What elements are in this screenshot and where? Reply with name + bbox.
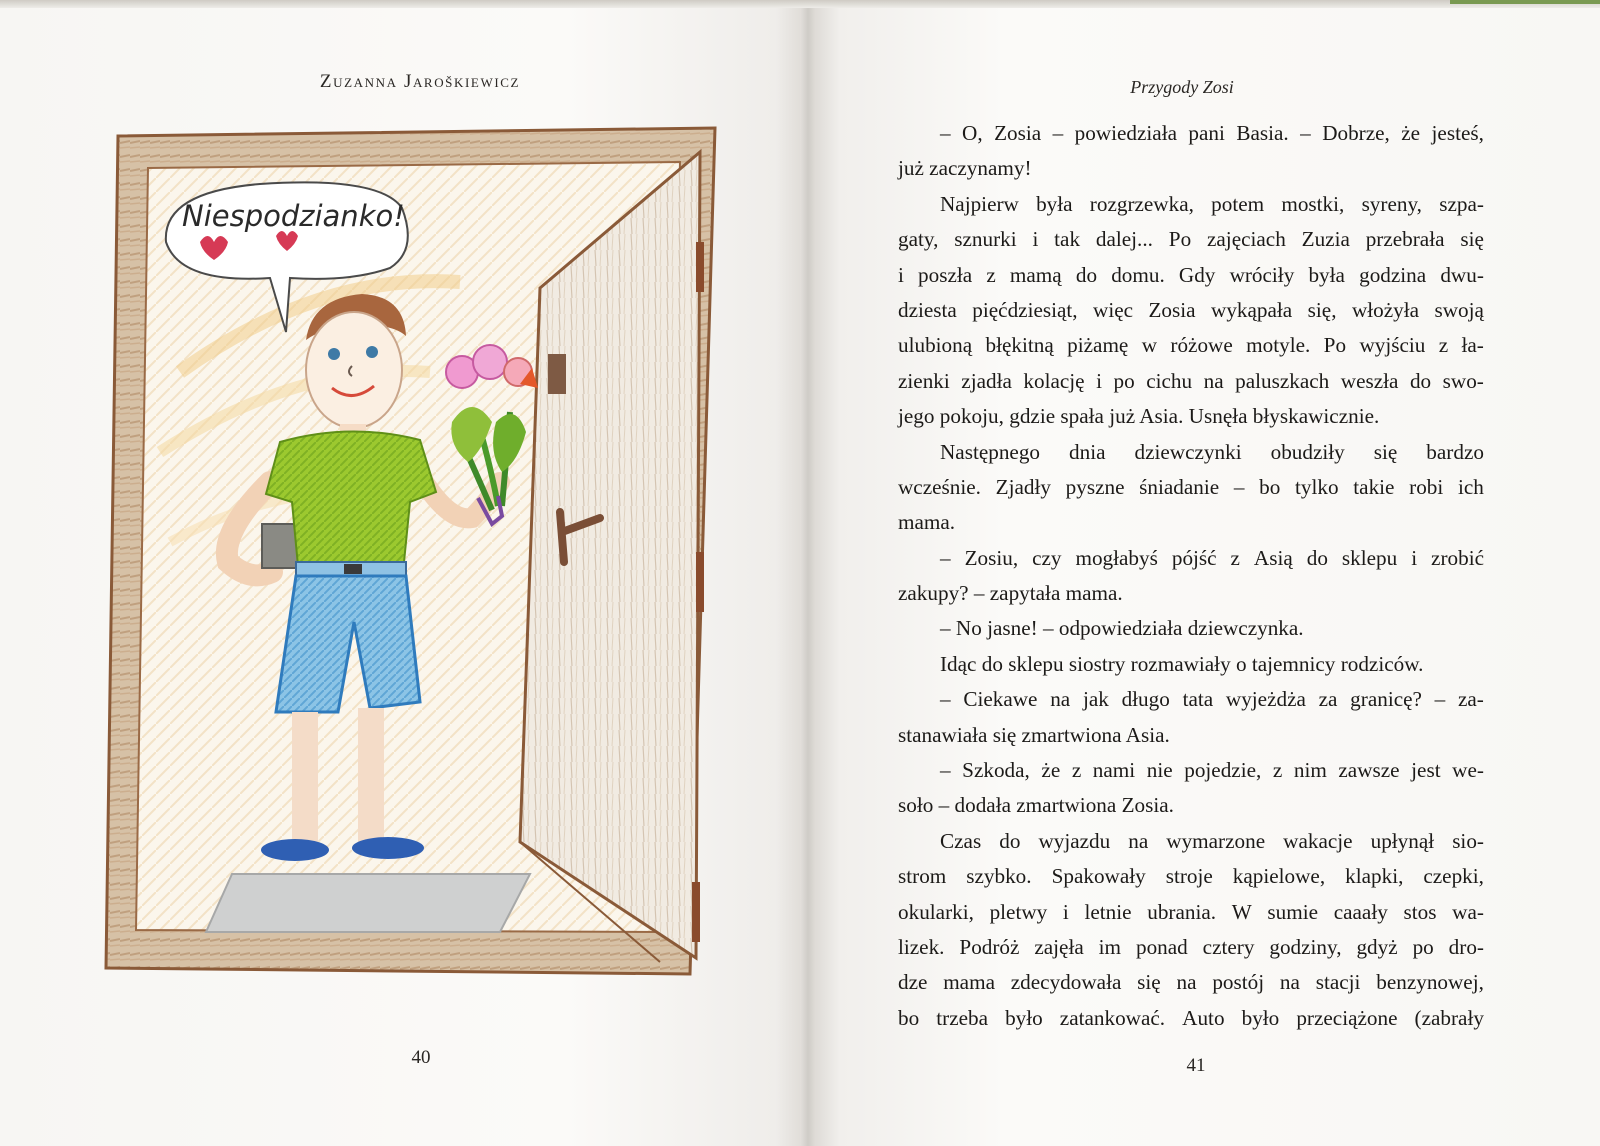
word: robi (1409, 474, 1444, 499)
word: dwu- (1440, 262, 1484, 287)
word: – (940, 758, 951, 783)
word: z (986, 262, 996, 287)
text-line (898, 222, 1484, 257)
word: gaty, (898, 227, 939, 252)
text-line: mama. (898, 510, 956, 535)
word: i (1411, 545, 1418, 570)
cover-edge (1450, 0, 1600, 4)
word: pletwy (989, 899, 1048, 924)
text-line (898, 328, 1484, 363)
word: Ciekawe (963, 687, 1038, 712)
text-line: już zaczynamy! (898, 156, 1032, 181)
word: caaały (1333, 899, 1388, 924)
word: do (1306, 545, 1328, 570)
word: sznurki (954, 227, 1017, 252)
word: Gdy (1178, 262, 1216, 287)
text-line: – No jasne! – odpowiedziała dziewczynka. (940, 616, 1304, 641)
word: szybko. (966, 864, 1032, 889)
word: się (1373, 439, 1398, 464)
word: sio- (1452, 828, 1484, 853)
word: zatankować. (1059, 1005, 1166, 1030)
word: poszła (918, 262, 973, 287)
word: bardzo (1426, 439, 1484, 464)
word: trzeba (936, 1005, 988, 1030)
word: ubrania. (1147, 899, 1217, 924)
word: potem (1211, 191, 1265, 216)
word: przebrała (1365, 227, 1445, 252)
word: wa- (1452, 899, 1484, 924)
text-line (898, 258, 1484, 293)
word: stos (1403, 899, 1437, 924)
word: granicę? (1350, 687, 1422, 712)
word: z (1071, 758, 1082, 783)
word: się, (1307, 297, 1337, 322)
word: różowe (1170, 333, 1233, 358)
word: tata (1182, 687, 1214, 712)
word: więc (1093, 297, 1134, 322)
word: błękitną (985, 333, 1054, 358)
word: ła- (1461, 333, 1484, 358)
word: Następnego (940, 439, 1041, 464)
text-line (898, 965, 1484, 1000)
word: W (1231, 899, 1252, 924)
word: dziesta (898, 297, 957, 322)
word: wykąpała (1211, 297, 1293, 322)
word: powiedziała (1074, 121, 1177, 145)
text-line (898, 753, 1484, 788)
word: (zabrały (1414, 1005, 1484, 1030)
word: na (1050, 687, 1071, 712)
word: sumie (1267, 899, 1319, 924)
word: bo (1259, 474, 1281, 499)
running-head-title: Przygody Zosi (1130, 77, 1234, 97)
word: zajęciach (1207, 227, 1286, 252)
crayon-illustration (100, 122, 740, 1007)
word: mogłabyś (1075, 545, 1158, 570)
word: Zosia (1148, 297, 1196, 322)
word: Po (1323, 333, 1347, 358)
page-number: 40 (411, 1047, 431, 1068)
word: strom (898, 864, 947, 889)
word: wakacje (1283, 828, 1353, 853)
word: obudziły (1270, 439, 1345, 464)
word: Zjadły (995, 474, 1051, 499)
word: motyle. (1246, 333, 1311, 358)
word: Basia. (1236, 121, 1289, 145)
word: pyszne (1065, 474, 1125, 499)
word: i (1096, 368, 1102, 393)
word: Asią (1253, 545, 1293, 570)
word: mamą (1009, 262, 1062, 287)
word: zjadła (961, 368, 1012, 393)
word: zdecydowała (1010, 970, 1122, 995)
word: kolację (1023, 368, 1085, 393)
word: tylko (1295, 474, 1339, 499)
word: bo (898, 1005, 920, 1030)
word: śniadanie (1139, 474, 1220, 499)
word: pojedzie, (1184, 758, 1262, 783)
word: po (1412, 934, 1434, 959)
word: że (1041, 758, 1061, 783)
word: na (1203, 368, 1224, 393)
speech-bubble-text: Niespodzianko! (182, 199, 405, 233)
page-number: 41 (1186, 1055, 1206, 1076)
word: jest (1411, 758, 1441, 783)
word: – (940, 545, 951, 570)
word: do (999, 828, 1021, 853)
word: stroje (1165, 864, 1213, 889)
word: gdyż (1356, 934, 1398, 959)
word: jesteś, (1431, 121, 1484, 145)
text-line: Idąc do sklepu siostry rozmawiały o tajemnicy rodziców. (940, 651, 1424, 676)
word: dze (898, 970, 928, 995)
word: czepki, (1423, 864, 1484, 889)
word: jak (1082, 687, 1109, 712)
word: szpa- (1439, 191, 1484, 216)
word: po (1113, 368, 1135, 393)
word: wyjazdu (1038, 828, 1111, 853)
word: było (1005, 1005, 1043, 1030)
word: domu. (1111, 262, 1165, 287)
word: z (1438, 333, 1449, 358)
word: że (1401, 121, 1421, 145)
word: dnia (1069, 439, 1106, 464)
word: do (1409, 368, 1432, 393)
word: Spakowały (1051, 864, 1146, 889)
word: weszła (1340, 368, 1399, 393)
text-line (898, 435, 1484, 470)
word: swo- (1442, 368, 1484, 393)
word: nim (1293, 758, 1327, 783)
word: wyjeżdża (1225, 687, 1306, 712)
text-line (898, 824, 1484, 859)
word: czy (1032, 545, 1062, 570)
text-line (898, 859, 1484, 894)
word: sklepu (1341, 545, 1398, 570)
word: dro- (1448, 934, 1484, 959)
word: upłynął (1370, 828, 1435, 853)
word: na (1128, 828, 1149, 853)
word: pani (1188, 121, 1225, 145)
word: – (1052, 121, 1064, 145)
word: wymarzone (1166, 828, 1266, 853)
word: do (1075, 262, 1098, 287)
word: O, (962, 121, 983, 145)
word: zienki (898, 368, 950, 393)
running-head-author: Zuzanna Jaroškiewicz (319, 71, 521, 92)
word: mama (943, 970, 995, 995)
word: Szkoda, (962, 758, 1030, 783)
word: pójść (1171, 545, 1217, 570)
word: dalej... (1095, 227, 1153, 252)
word: Zosia (994, 121, 1042, 145)
word: i (898, 262, 904, 287)
word: się (1460, 227, 1484, 252)
word: – (1300, 121, 1311, 145)
word: Zuzia (1301, 227, 1350, 252)
word: długo (1121, 687, 1170, 712)
text-line (898, 1001, 1484, 1036)
word: benzynowej, (1376, 970, 1484, 995)
word: swoją (1434, 297, 1484, 322)
text-line (898, 682, 1484, 717)
word: okularki, (898, 899, 974, 924)
word: za (1318, 687, 1338, 712)
text-line (898, 895, 1484, 930)
word: piżamę (1067, 333, 1129, 358)
word: i (1062, 899, 1069, 924)
word: – (940, 687, 951, 712)
word: rozgrzewka, (1089, 191, 1194, 216)
word: mostki, (1281, 191, 1345, 216)
text-line: soło – dodała zmartwiona Zosia. (898, 793, 1174, 818)
word: Najpierw (940, 191, 1019, 216)
word: zajęła (1034, 934, 1084, 959)
text-line (898, 187, 1484, 222)
word: paluszkach (1235, 368, 1330, 393)
body-text (898, 116, 1484, 1036)
word: Dobrze, (1322, 121, 1390, 145)
word: syreny, (1361, 191, 1422, 216)
word: godziny, (1269, 934, 1342, 959)
word: ponad (1135, 934, 1188, 959)
word: i (1032, 227, 1039, 252)
word: we- (1452, 758, 1484, 783)
floor-mat (206, 874, 530, 932)
word: się (1137, 970, 1161, 995)
word: dziewczynki (1134, 439, 1242, 464)
word: za- (1457, 687, 1484, 712)
word: kąpielowe, (1232, 864, 1326, 889)
word: zrobić (1431, 545, 1484, 570)
word: ulubioną (898, 333, 973, 358)
word: postój (1212, 970, 1265, 995)
text-line (898, 470, 1484, 505)
text-line (898, 116, 1484, 151)
page-top-edge (0, 0, 1600, 8)
word: – (1434, 687, 1446, 712)
book-spine (800, 0, 816, 1146)
word: klapki, (1345, 864, 1404, 889)
word: była (1036, 191, 1073, 216)
word: takie (1353, 474, 1395, 499)
word: letnie (1084, 899, 1132, 924)
word: cichu (1146, 368, 1193, 393)
text-line (898, 293, 1484, 328)
word: pięćdziesiąt, (972, 297, 1078, 322)
word: wróciły (1229, 262, 1295, 287)
word: – (1233, 474, 1245, 499)
word: była (1308, 262, 1345, 287)
word: nie (1146, 758, 1173, 783)
word: im (1098, 934, 1122, 959)
word: lizek. (898, 934, 945, 959)
text-line: jego pokoju, gdzie spała już Asia. Usnęła błyskawicznie. (898, 404, 1380, 429)
word: przeciążone (1296, 1005, 1398, 1030)
text-line: stanawiała się zmartwiona Asia. (898, 722, 1170, 747)
word: było (1241, 1005, 1280, 1030)
word: cztery (1202, 934, 1255, 959)
text-line (898, 364, 1484, 399)
word: na (1176, 970, 1197, 995)
text-line (898, 541, 1484, 576)
word: z (1272, 758, 1283, 783)
word: włożyła (1351, 297, 1420, 322)
word: tak (1054, 227, 1081, 252)
word: stacji (1315, 970, 1361, 995)
word: Czas (940, 828, 982, 853)
word: Zosiu, (964, 545, 1019, 570)
word: – (940, 121, 951, 145)
word: zawsze (1338, 758, 1400, 783)
word: na (1279, 970, 1300, 995)
word: wcześnie. (898, 474, 981, 499)
word: ich (1457, 474, 1484, 499)
word: godzina (1359, 262, 1427, 287)
word: w (1141, 333, 1158, 358)
word: Po (1168, 227, 1192, 252)
word: Auto (1182, 1005, 1225, 1030)
word: nami (1092, 758, 1136, 783)
word: z (1230, 545, 1240, 570)
text-line (898, 930, 1484, 965)
text-line: zakupy? – zapytała mama. (898, 581, 1123, 606)
word: wyjściu (1359, 333, 1426, 358)
word: Podróż (959, 934, 1020, 959)
